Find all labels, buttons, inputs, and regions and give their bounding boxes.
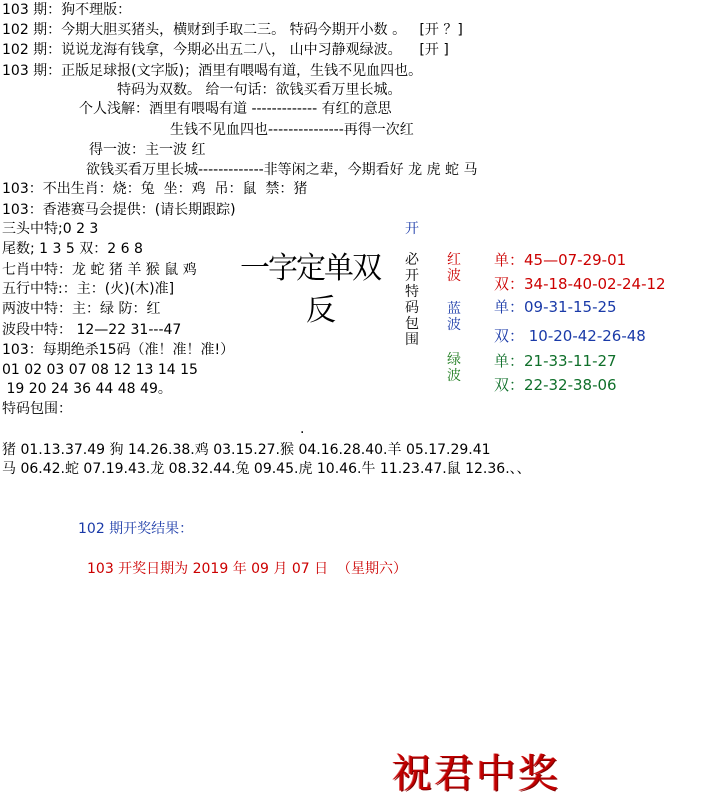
big-title-line: 反 (306, 293, 334, 328)
text-line: 两波中特：主：绿 防：红 (2, 301, 161, 317)
text-line: 102 期：今期大胆买猪头，横财到手取二三。 特码今期开小数 。 [开 ？] (2, 22, 463, 38)
text-line: 七肖中特：龙 蛇 猪 羊 猴 鼠 鸡 (2, 262, 197, 278)
text-line: 三头中特;0 2 3 (2, 221, 99, 237)
red-double: 双：34-18-40-02-24-12 (494, 275, 666, 293)
text-line: 102 期：说说龙海有钱拿，今期必出五二八， 山中习静观绿波。 [开 ] (2, 42, 449, 58)
green-double: 双：22-32-38-06 (494, 376, 617, 394)
draw-date: 103 开奖日期为 2019 年 09 月 07 日 （星期六） (87, 561, 408, 577)
dot-mark: . (300, 421, 305, 437)
text-line: 欲钱买看万里长城-------------非等闲之辈，今期看好 龙 虎 蛇 马 (86, 162, 478, 178)
red-single: 单：45—07-29-01 (494, 251, 627, 269)
green-single: 单：21-33-11-27 (494, 352, 617, 370)
text-line: 103：香港赛马会提供：(请长期跟踪) (2, 202, 236, 218)
zodiac-numbers-line: 马 06.42.蛇 07.19.43.龙 08.32.44.兔 09.45.虎 10.46.牛 11.23.47.鼠 12.36.、、 (2, 461, 531, 477)
green-wave-label: 绿波 (447, 352, 461, 384)
blue-wave-label: 蓝波 (447, 301, 461, 333)
result-label: 102 期开奖结果： (78, 521, 194, 537)
text-line: 特码包围： (2, 401, 72, 417)
text-line: 五行中特:：主：(火)(木)准] (2, 281, 175, 297)
blue-double: 双： 10-20-42-26-48 (494, 327, 646, 345)
text-line: 01 02 03 07 08 12 13 14 15 (2, 362, 198, 378)
text-line: 生钱不见血四也---------------再得一次红 (170, 122, 414, 138)
red-wave-label: 红波 (447, 252, 461, 284)
zodiac-numbers-line: 猪 01.13.37.49 狗 14.26.38.鸡 03.15.27.猴 04.16.28.40.羊 05.17.29.41 (2, 442, 491, 458)
text-line: 103 期：正版足球报(文字版)；酒里有喂喝有道，生钱不见血四也。 (2, 63, 423, 79)
text-line: 103：每期绝杀15码（准！准！准!） (2, 342, 235, 358)
blue-single: 单：09-31-15-25 (494, 298, 617, 316)
vertical-label: 必开特码包围 (405, 252, 419, 348)
blessing-text: 祝君中奖 (392, 751, 560, 797)
text-line: 波段中特： 12—22 31---47 (2, 322, 182, 338)
text-line: 19 20 24 36 44 48 49。 (2, 381, 172, 397)
issue-heading: 103 期：狗不理版： (2, 2, 132, 18)
text-line: 尾数; 1 3 5 双：2 6 8 (2, 241, 143, 257)
text-line: 得一波：主一波 红 (89, 142, 206, 158)
text-line: 特码为双数。 给一句话：欲钱买看万里长城。 (117, 82, 402, 98)
big-title-line: 一字定单双 (240, 251, 380, 286)
text-line: 103：不出生肖：烧：兔 坐：鸡 吊：鼠 禁：猪 (2, 181, 308, 197)
kai-label: 开 (405, 221, 419, 237)
text-line: 个人浅解：酒里有喂喝有道 ------------- 有红的意思 (79, 101, 392, 117)
